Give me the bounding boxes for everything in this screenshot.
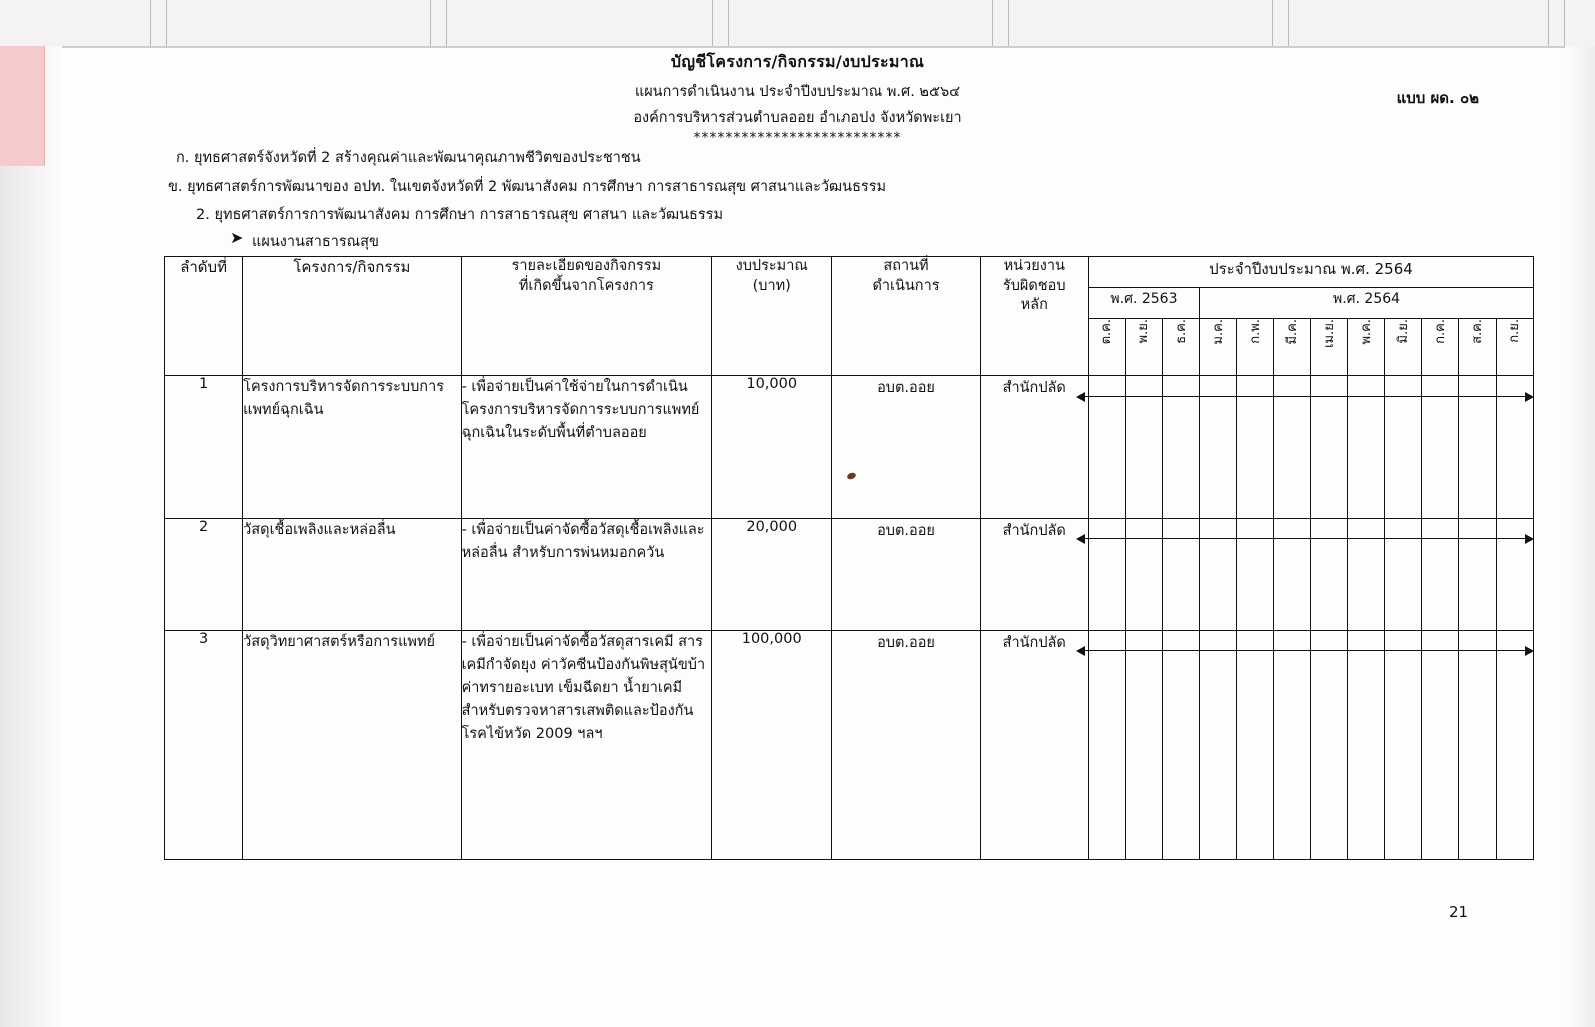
row-2-month-mar xyxy=(1274,518,1311,630)
row-3-month-dec xyxy=(1162,630,1199,859)
table-row xyxy=(165,630,1534,859)
row-3-month-sep xyxy=(1496,630,1533,859)
row-1-org: สำนักปลัด xyxy=(980,376,1088,519)
row-3-month-apr xyxy=(1311,630,1348,859)
row-3-budget: 100,000 xyxy=(712,630,832,859)
row-3-place: อบต.ออย xyxy=(832,630,980,859)
col-header-month-jan: ม.ค. xyxy=(1200,319,1237,376)
col-header-project: โครงการ/กิจกรรม xyxy=(243,257,461,376)
col-header-budget xyxy=(712,257,832,376)
row-2-place: อบต.ออย xyxy=(832,518,980,630)
col-header-budget-line1: งบประมาณ xyxy=(735,258,808,274)
col-header-month-jul: ก.ค. xyxy=(1422,319,1459,376)
col-header-month-oct: ต.ค. xyxy=(1088,319,1125,376)
col-header-place-line2: ดำเนินการ xyxy=(872,277,940,294)
row-1-budget: 10,000 xyxy=(712,376,832,519)
row-3-month-jul xyxy=(1422,630,1459,859)
row-2-month-sep xyxy=(1496,518,1533,630)
row-3-month-nov xyxy=(1125,630,1162,859)
col-header-detail-line2: ที่เกิดขึ้นจากโครงการ xyxy=(518,277,654,294)
col-header-month-dec: ธ.ค. xyxy=(1162,319,1199,376)
document-subtitle-organization: องค์การบริหารส่วนตำบลออย อำเภอปง จังหวัดพะเยา xyxy=(633,110,962,126)
row-1-month-aug xyxy=(1459,376,1496,519)
table-row xyxy=(165,518,1534,630)
row-1-month-apr xyxy=(1311,376,1348,519)
document-title: บัญชีโครงการ/กิจกรรม/งบประมาณ xyxy=(670,52,925,71)
row-2-month-dec xyxy=(1162,518,1199,630)
row-1-month-jun xyxy=(1385,376,1422,519)
scan-top-edge xyxy=(0,0,1595,48)
col-header-month-may: พ.ค. xyxy=(1348,319,1385,376)
row-3-no: 3 xyxy=(165,630,243,859)
row-2-month-jun xyxy=(1385,518,1422,630)
col-header-org xyxy=(980,257,1088,376)
row-1-place: อบต.ออย xyxy=(832,376,980,519)
arrow-bullet-icon: ➤ xyxy=(230,228,244,247)
row-3-month-jun xyxy=(1385,630,1422,859)
col-header-org-line2: รับผิดชอบ xyxy=(1002,277,1066,294)
strategy-line-c: 2. ยุทธศาสตร์การการพัฒนาสังคม การศึกษา การสาธารณสุข ศาสนา และวัฒนธรรม xyxy=(196,207,723,223)
row-1-month-sep xyxy=(1496,376,1533,519)
row-2-month-feb xyxy=(1237,518,1274,630)
col-header-place xyxy=(832,257,980,376)
strategy-line-b: ข. ยุทธศาสตร์การพัฒนาของ อปท. ในเขตจังหวัดที่ 2 พัฒนาสังคม การศึกษา การสาธารณสุข ศาสนาและวัฒนธรรม xyxy=(168,179,887,195)
row-3-month-oct xyxy=(1088,630,1125,859)
scan-left-edge-shadow xyxy=(0,46,62,1027)
col-header-month-nov: พ.ย. xyxy=(1125,319,1162,376)
col-header-month-aug: ส.ค. xyxy=(1459,319,1496,376)
row-2-detail: - เพื่อจ่ายเป็นค่าจัดซื้อวัสดุเชื้อเพลิงและหล่อลื่น สำหรับการพ่นหมอกควัน xyxy=(461,518,712,630)
strategy-line-a: ก. ยุทธศาสตร์จังหวัดที่ 2 สร้างคุณค่าและพัฒนาคุณภาพชีวิตของประชาชน xyxy=(176,150,641,166)
separator-asterisks: ************************** xyxy=(693,130,902,146)
row-1-month-nov xyxy=(1125,376,1162,519)
col-header-month-feb: ก.พ. xyxy=(1237,319,1274,376)
row-3-month-mar xyxy=(1274,630,1311,859)
row-1-month-jul xyxy=(1422,376,1459,519)
row-1-month-feb xyxy=(1237,376,1274,519)
page-number: 21 xyxy=(1449,903,1469,921)
table-row xyxy=(165,376,1534,519)
row-1-month-may xyxy=(1348,376,1385,519)
row-3-org: สำนักปลัด xyxy=(980,630,1088,859)
row-2-month-jan xyxy=(1200,518,1237,630)
strategy-line-d-program: แผนงานสาธารณสุข xyxy=(252,234,379,250)
col-header-detail xyxy=(461,257,712,376)
form-code-label: แบบ ผด. ๐๒ xyxy=(1396,89,1479,107)
row-3-detail: - เพื่อจ่ายเป็นค่าจัดซื้อวัสดุสารเคมี สารเคมีกำจัดยุง ค่าวัคซีนป้องกันพิษสุนัขบ้า ค่าทรายอะเบท เข็มฉีดยา น้ำยาเคมีสำหรับตรวจหาสารเสพติดและป้องกันโรคไข้หวัด 2009 ฯลฯ xyxy=(461,630,712,859)
row-2-project: วัสดุเชื้อเพลิงและหล่อลื่น xyxy=(243,518,461,630)
row-2-month-apr xyxy=(1311,518,1348,630)
row-3-month-may xyxy=(1348,630,1385,859)
col-header-month-apr: เม.ย. xyxy=(1311,319,1348,376)
row-1-month-mar xyxy=(1274,376,1311,519)
row-1-detail: - เพื่อจ่ายเป็นค่าใช้จ่ายในการดำเนินโครงการบริหารจัดการระบบการแพทย์ฉุกเฉินในระดับพื้นที่ตำบลออย xyxy=(461,376,712,519)
row-1-project: โครงการบริหารจัดการระบบการแพทย์ฉุกเฉิน xyxy=(243,376,461,519)
row-2-month-jul xyxy=(1422,518,1459,630)
col-header-month-mar: มี.ค. xyxy=(1274,319,1311,376)
row-1-no: 1 xyxy=(165,376,243,519)
col-header-year-2564: พ.ศ. 2564 xyxy=(1200,288,1534,319)
col-header-month-jun: มิ.ย. xyxy=(1385,319,1422,376)
document-header xyxy=(0,50,1595,146)
row-2-budget: 20,000 xyxy=(712,518,832,630)
col-header-org-line1: หน่วยงาน xyxy=(1003,258,1065,274)
row-3-project: วัสดุวิทยาศาสตร์หรือการแพทย์ xyxy=(243,630,461,859)
project-plan-table xyxy=(164,256,1534,860)
col-header-org-line3: หลัก xyxy=(1020,297,1048,314)
col-header-no: ลำดับที่ xyxy=(165,257,243,376)
row-2-month-oct xyxy=(1088,518,1125,630)
row-3-month-feb xyxy=(1237,630,1274,859)
row-3-month-jan xyxy=(1200,630,1237,859)
row-1-month-oct xyxy=(1088,376,1125,519)
col-header-detail-line1: รายละเอียดของกิจกรรม xyxy=(511,258,662,274)
document-subtitle-plan: แผนการดำเนินงาน ประจำปีงบประมาณ พ.ศ. ๒๕๖๔ xyxy=(634,84,961,100)
col-header-fiscal-year: ประจำปีงบประมาณ พ.ศ. 2564 xyxy=(1088,257,1533,288)
row-1-month-dec xyxy=(1162,376,1199,519)
row-3-month-aug xyxy=(1459,630,1496,859)
row-2-month-may xyxy=(1348,518,1385,630)
col-header-month-sep: ก.ย. xyxy=(1496,319,1533,376)
scan-right-edge-shadow xyxy=(1565,46,1595,1027)
col-header-budget-line2: (บาท) xyxy=(752,277,791,294)
row-1-month-jan xyxy=(1200,376,1237,519)
col-header-year-2563: พ.ศ. 2563 xyxy=(1088,288,1199,319)
col-header-place-line1: สถานที่ xyxy=(883,258,929,274)
row-2-org: สำนักปลัด xyxy=(980,518,1088,630)
row-2-month-aug xyxy=(1459,518,1496,630)
row-2-no: 2 xyxy=(165,518,243,630)
row-2-month-nov xyxy=(1125,518,1162,630)
